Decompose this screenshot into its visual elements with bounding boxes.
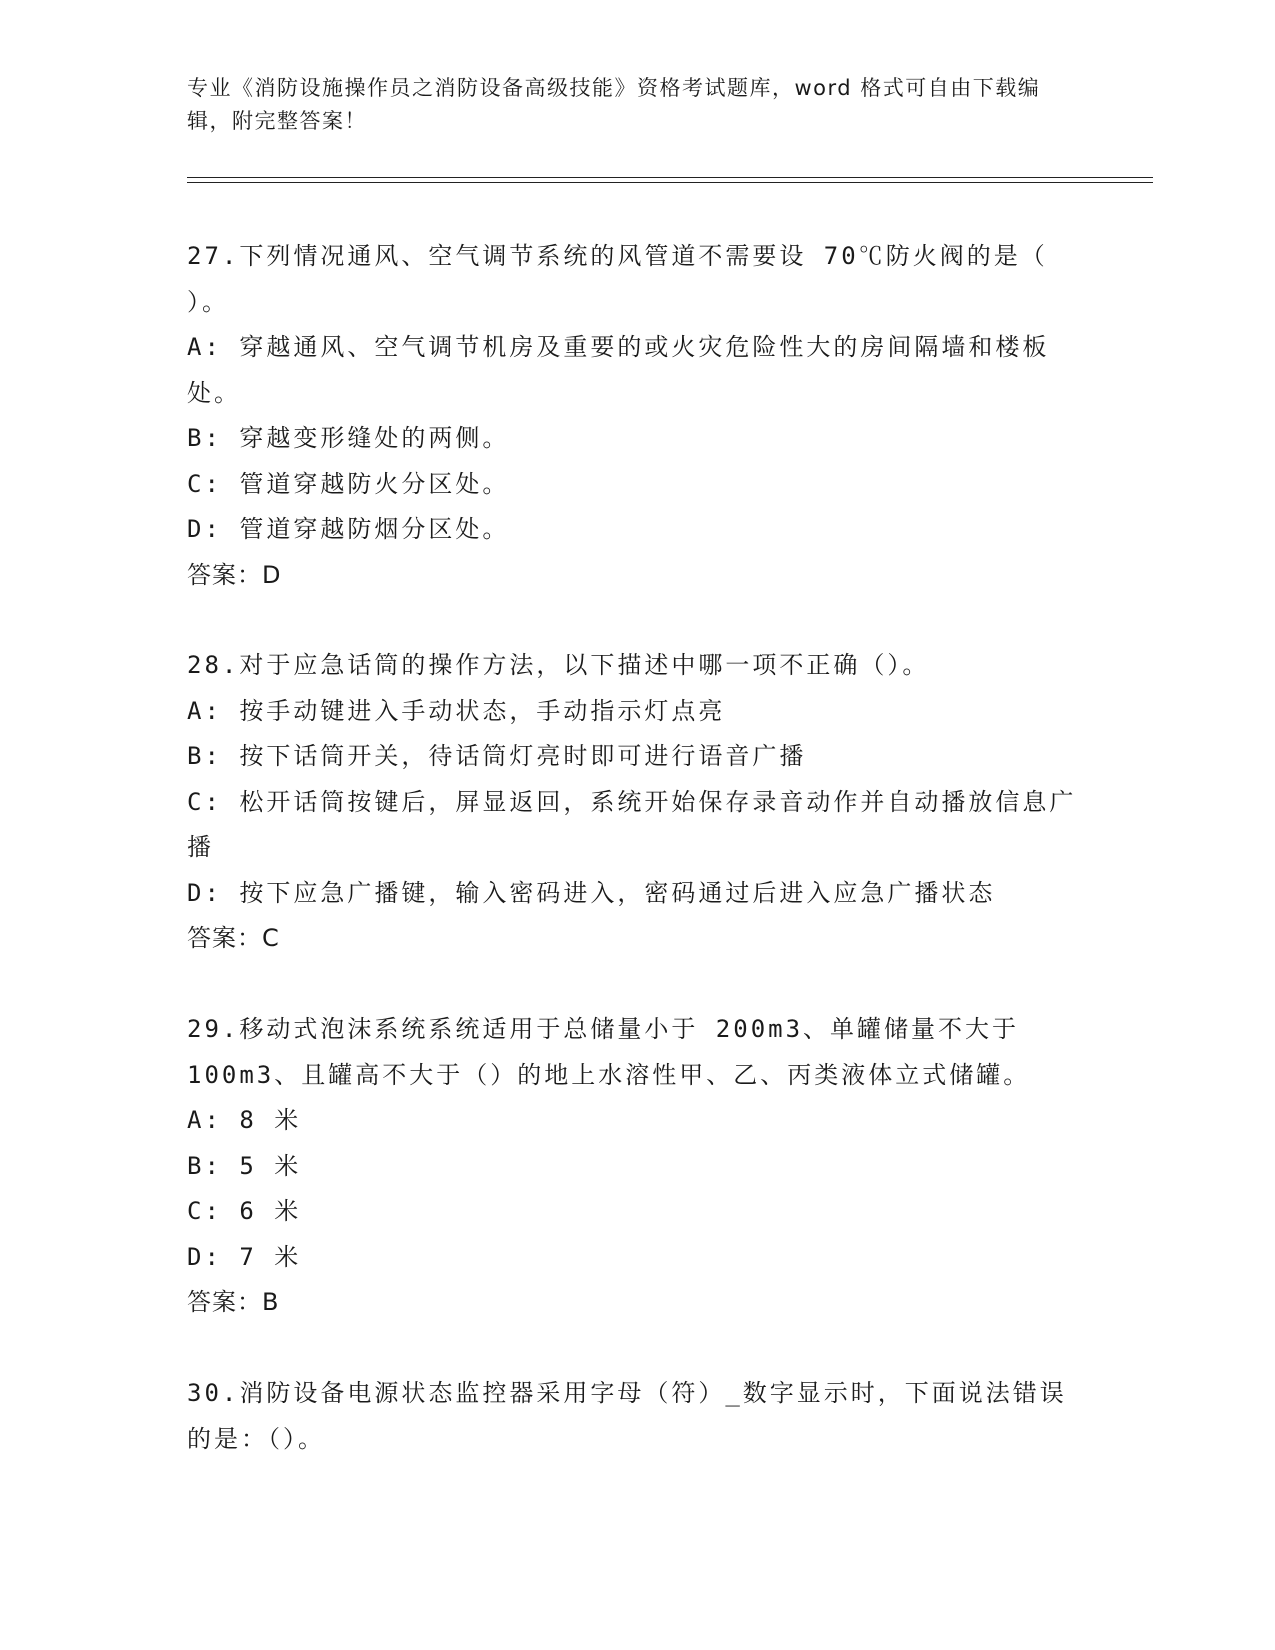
question-text: 27.下列情况通风、空气调节系统的风管道不需要设 70℃防火阀的是（ ）。 <box>187 242 1048 316</box>
answer-line: 答案：B <box>187 1288 280 1316</box>
option-a: A: 穿越通风、空气调节机房及重要的或火灾危险性大的房间隔墙和楼板处。 <box>187 333 1050 407</box>
question-text: 29.移动式泡沫系统系统适用于总储量小于 200m3、单罐储量不大于 100m3、且罐高不大于（）的地上水溶性甲、乙、丙类液体立式储罐。 <box>187 1015 1031 1089</box>
question-text: 30.消防设备电源状态监控器采用字母（符）_数字显示时，下面说法错误的是：（）。 <box>187 1379 1067 1453</box>
option-d: D: 管道穿越防烟分区处。 <box>187 515 510 543</box>
option-b: B: 穿越变形缝处的两侧。 <box>187 424 510 452</box>
option-a: A: 8 米 <box>187 1106 302 1134</box>
option-b: B: 按下话筒开关，待话筒灯亮时即可进行语音广播 <box>187 742 807 770</box>
option-c: C: 管道穿越防火分区处。 <box>187 469 510 498</box>
option-b: B: 5 米 <box>187 1151 302 1180</box>
question-30 <box>187 1371 1087 1462</box>
answer-line: 答案：C <box>187 924 280 952</box>
answer-line: 答案：D <box>187 560 282 589</box>
header-divider-bottom <box>187 182 1153 183</box>
question-29 <box>187 1007 1087 1326</box>
option-a: A: 按手动键进入手动状态，手动指示灯点亮 <box>187 696 726 725</box>
header-divider-top <box>187 177 1153 178</box>
option-c: C: 松开话筒按键后，屏显返回，系统开始保存录音动作并自动播放信息广播 <box>187 787 1077 861</box>
option-d: D: 按下应急广播键，输入密码进入，密码通过后进入应急广播状态 <box>187 878 996 907</box>
question-28 <box>187 643 1087 962</box>
question-27 <box>187 234 1087 598</box>
document-header: 专业《消防设施操作员之消防设备高级技能》资格考试题库，word 格式可自由下载编辑，附完整答案！ <box>187 76 1041 133</box>
question-text: 28.对于应急话筒的操作方法，以下描述中哪一项不正确（）。 <box>187 651 930 679</box>
option-d: D: 7 米 <box>187 1242 302 1271</box>
option-c: C: 6 米 <box>187 1197 302 1225</box>
